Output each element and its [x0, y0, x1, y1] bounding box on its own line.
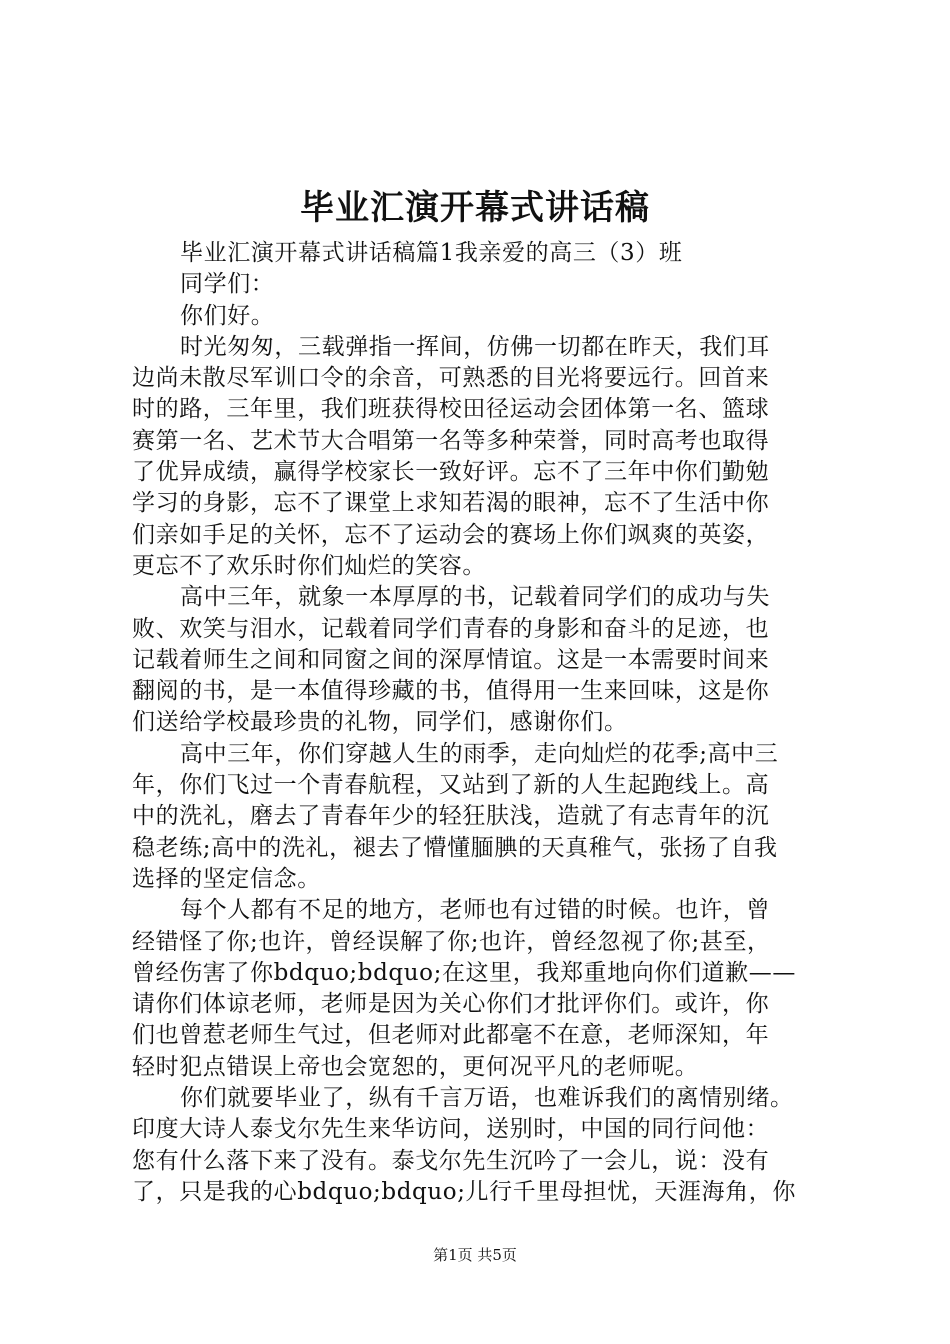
text-line: 翻阅的书，是一本值得珍藏的书，值得用一生来回味，这是你 — [132, 678, 770, 705]
text-line: 曾经伤害了你bdquo;bdquo;在这里，我郑重地向你们道歉—— — [132, 959, 796, 986]
text-line: 时的路，三年里，我们班获得校田径运动会团体第一名、篮球 — [132, 396, 770, 423]
text-line: 你们好。 — [180, 302, 275, 329]
text-line: 边尚未散尽军训口令的余音，可熟悉的目光将要远行。回首来 — [132, 365, 770, 392]
text-line: 经错怪了你;也许，曾经误解了你;也许，曾经忽视了你;甚至， — [132, 928, 771, 955]
text-line: 中的洗礼，磨去了青春年少的轻狂肤浅，造就了有志青年的沉 — [132, 803, 770, 830]
document-body — [132, 238, 856, 1208]
text-line: 选择的坚定信念。 — [132, 865, 321, 892]
text-line: 了优异成绩，赢得学校家长一致好评。忘不了三年中你们勤勉 — [132, 459, 770, 486]
text-line: 败、欢笑与泪水，记载着同学们青春的身影和奋斗的足迹，也 — [132, 615, 770, 642]
text-line: 年，你们飞过一个青春航程，又站到了新的人生起跑线上。高 — [132, 772, 770, 799]
text-line: 高中三年，你们穿越人生的雨季，走向灿烂的花季;高中三 — [180, 740, 779, 767]
text-line: 毕业汇演开幕式讲话稿篇1我亲爱的高三（3）班 — [180, 240, 683, 266]
text-line: 们送给学校最珍贵的礼物，同学们，感谢你们。 — [132, 709, 628, 736]
text-line: 每个人都有不足的地方，老师也有过错的时候。也许，曾 — [180, 897, 770, 924]
text-line: 赛第一名、艺术节大合唱第一名等多种荣誉，同时高考也取得 — [132, 427, 770, 454]
text-line: 高中三年，就象一本厚厚的书，记载着同学们的成功与失 — [180, 584, 770, 611]
text-line: 稳老练;高中的洗礼，褪去了懵懂腼腆的天真稚气，张扬了自我 — [132, 834, 778, 861]
document-title: 毕业汇演开幕式讲话稿 — [300, 188, 650, 228]
text-line: 学习的身影，忘不了课堂上求知若渴的眼神，忘不了生活中你 — [132, 490, 770, 517]
text-line: 你们就要毕业了，纵有千言万语，也难诉我们的离情别绪。 — [180, 1085, 794, 1112]
text-line: 同学们： — [180, 271, 275, 298]
text-line: 记载着师生之间和同窗之间的深厚情谊。这是一本需要时间来 — [132, 646, 770, 673]
text-line: 了，只是我的心bdquo;bdquo;儿行千里母担忧，天涯海角，你 — [132, 1178, 796, 1205]
text-line: 更忘不了欢乐时你们灿烂的笑容。 — [132, 552, 486, 579]
text-line: 请你们体谅老师，老师是因为关心你们才批评你们。或许，你 — [132, 991, 770, 1018]
text-line: 印度大诗人泰戈尔先生来华访问，送别时，中国的同行问他： — [132, 1116, 770, 1143]
text-line: 们亲如手足的关怀，忘不了运动会的赛场上你们飒爽的英姿， — [132, 521, 770, 548]
text-line: 轻时犯点错误上帝也会宽恕的，更何况平凡的老师呢。 — [132, 1053, 699, 1080]
page-footer: 第1页 共5页 — [433, 1246, 517, 1264]
text-line: 时光匆匆，三载弹指一挥间，仿佛一切都在昨天，我们耳 — [180, 333, 770, 360]
text-line: 您有什么落下来了没有。泰戈尔先生沉吟了一会儿，说：没有 — [132, 1147, 770, 1174]
text-line: 们也曾惹老师生气过，但老师对此都毫不在意，老师深知，年 — [132, 1022, 770, 1049]
